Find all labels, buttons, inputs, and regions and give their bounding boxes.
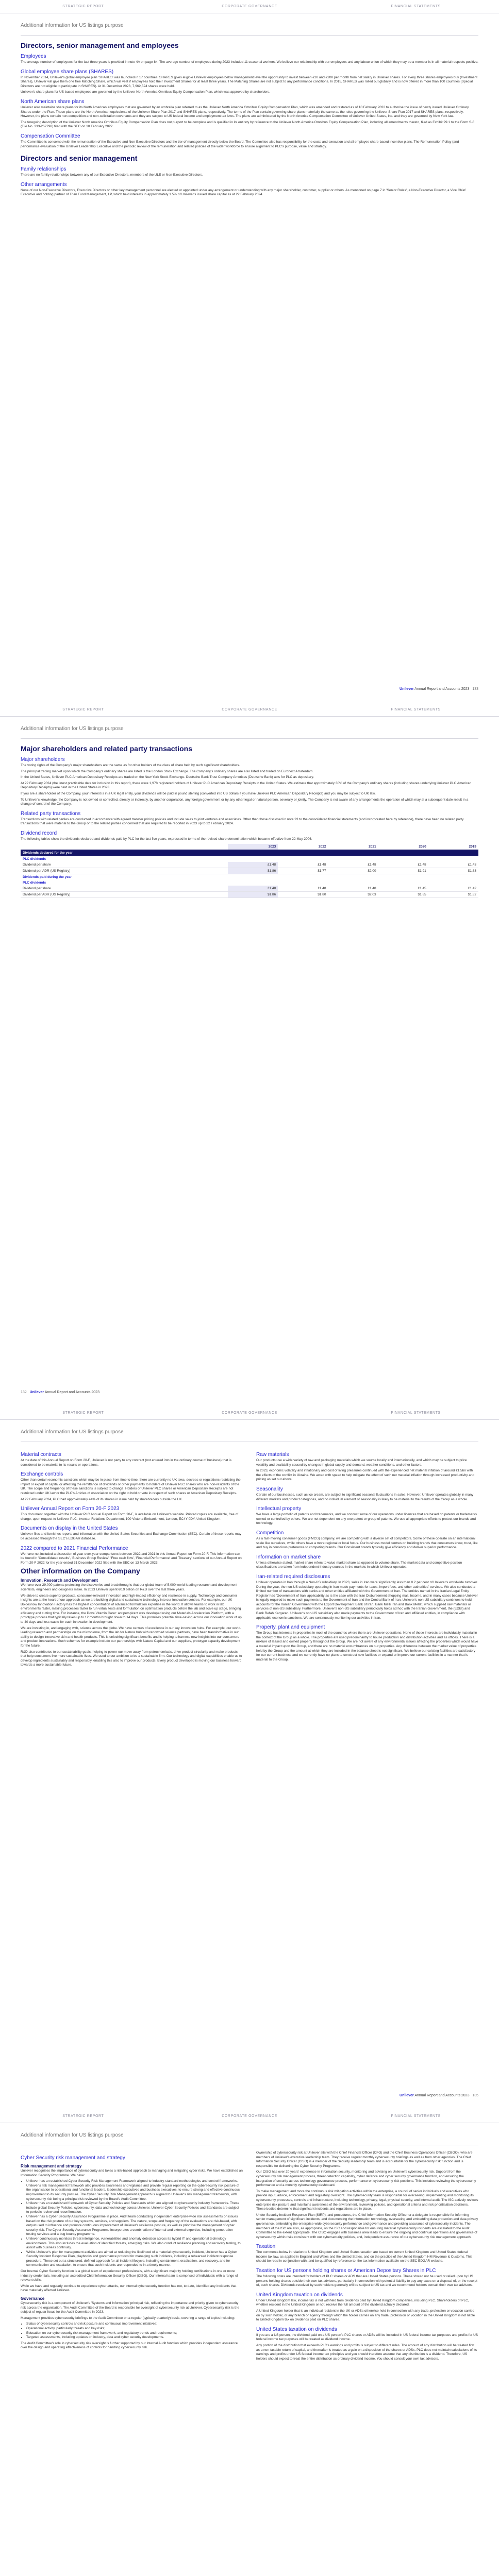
- subheading: Documents on display in the United States: [21, 1526, 118, 1532]
- subheading: Compensation Committee: [21, 133, 80, 139]
- subheading: Property, plant and equipment: [256, 1624, 325, 1631]
- page-heading: Directors and senior management: [21, 154, 138, 163]
- paragraph: The comments below in relation to United Kingdom and United States taxation are based on current United Kingdom and United States federal income tax law, as applied in England and Wales and the United States, and on the practice of the United Kingdom HM Revenue & Customs. This should be read in conjunction with, and be qualified by reference to, the tax information available on the SEC EDGAR website.: [256, 2250, 473, 2263]
- paragraph: At 22 February 2024, PLC had approximately 44% of its shares in issue held by shareholders outside the UK.: [21, 1497, 183, 1501]
- table-cell: £1.43: [428, 862, 478, 868]
- page-heading: Major shareholders and related party transactions: [21, 744, 192, 753]
- table-header: 2021: [328, 844, 378, 850]
- page-heading: Directors, senior management and employees: [21, 41, 179, 49]
- table-cell: £1.48: [278, 862, 328, 868]
- table-group-row: [21, 874, 478, 880]
- table-cell: $1.86: [228, 891, 278, 897]
- table-cell: $1.77: [278, 868, 328, 874]
- page-footer: [21, 1391, 478, 1394]
- group-label: PLC dividends: [23, 880, 46, 885]
- section-title: Additional information for US listings purpose: [21, 23, 124, 28]
- subheading: Exchange controls: [21, 1471, 63, 1478]
- tab-financial-statements[interactable]: FINANCIAL STATEMENTS: [332, 1406, 499, 1420]
- group-label: PLC dividends: [23, 857, 46, 861]
- table-cell: £1.48: [278, 886, 328, 892]
- subheading: Related party transactions: [21, 810, 81, 817]
- table-cell: £1.48: [228, 886, 278, 892]
- paragraph: At the date of this Annual Report on Form 20-F, Unilever is not party to any contract (not entered into in the ordinary course of business) that is considered to be material to its results or operations.: [21, 1459, 231, 1467]
- subheading: Other arrangements: [21, 181, 67, 188]
- table-cell: £1.48: [328, 886, 378, 892]
- paragraph: Unilever files and furnishes reports and information with the United States Securities and Exchange Commission (SEC). Certain of these reports may be accessed through the SEC's EDGAR database.: [21, 1532, 242, 1540]
- paragraph: We have over 29,000 patents protecting the discoveries and breakthroughs that our global team of 5,000 world-leading research and development scientists, engineers and designers make. In 2023 Unilever spent €0.9 billion on R&D over the last three years.: [21, 1583, 238, 1591]
- subheading: Governance: [21, 2296, 45, 2301]
- subheading: United States taxation on dividends: [256, 2326, 337, 2332]
- divider: [21, 738, 478, 739]
- list-item: • Education on our cybersecurity risk management framework, and regulatory trends and requirements;: [26, 2331, 243, 2336]
- paragraph: We have not included a discussion of year-over-year comparisons between 2022 and 2021 in this Annual Report on Form 20-F. This information can be found in 'Consolidated results', 'Business Group Review', 'Free cash flow', 'Financial Performance' and 'Treasury' sections of our Annual Report on Form 20-F 2022 for the year ended 31 December 2022 filed with the SEC on 13 March 2023.: [21, 1552, 242, 1565]
- table-cell: $1.85: [378, 891, 428, 897]
- paragraph: Any portion of the distribution that exceeds PLC's earnings and profits is subject to different rules. The amount of any distribution will be treated first as a non-taxable return of capital, and thereafter is treated as a gain on a disposition of the shares or ADSs. PLC does not maintain calculations of its earnings and profits under US federal income tax principles and you should therefore assume that any distribution is a dividend. Therefore, US holders should expect to treat the entire distribution as ordinary dividend income. You should consult your own tax advisors.: [256, 2344, 477, 2361]
- list-item: • Unilever has an established Cyber Security Risk Management Framework aligned to industry-standard methodologies and control frameworks. Unilever's risk management framework also provides awareness and vigilance and provide regular reporting on the cybersecurity risk posture of the organisation to operational and functional leaders, leadership executives and business executives, to ensure strong and effective continuous improvement to its security posture. The Cyber Security Risk Management approach is aligned to Unilever's risk management framework, with cybersecurity risk being a principal risk reviewed by the Board's Audit Committee.: [26, 2179, 243, 2201]
- subheading: Employees: [21, 54, 46, 59]
- table-cell: $1.91: [378, 868, 428, 874]
- paragraph: There are no family relationships between any of our Executive Directors, members of the ULE or Non-Executive Directors.: [21, 173, 203, 177]
- footer-brand: Unilever: [400, 687, 414, 691]
- tab-corporate-governance[interactable]: CORPORATE GOVERNANCE: [167, 0, 333, 13]
- subheading: North American share plans: [21, 98, 85, 105]
- table-row: [21, 862, 478, 868]
- table-cell: £1.48: [328, 862, 378, 868]
- tab-strategic-report[interactable]: STRATEGIC REPORT: [0, 1406, 167, 1420]
- paragraph: Transactions with related parties are conducted in accordance with agreed transfer pricing policies and include sales to joint ventures and associates. Other than those disclosed in note 23 to the consolidated financial statements (and incorporated here by reference), there have been no related party transactions that were material to the Group or to the related parties concerned that are required to be reported in 2023 up to 22 February 2024.: [21, 817, 464, 826]
- section-title: Additional information for US listings purpose: [21, 2132, 124, 2138]
- report-page-132: [0, 703, 499, 1406]
- subheading: Cyber Security risk management and strategy: [21, 2155, 125, 2161]
- paragraph: Our CISO has over 20 years' experience in information security, monitoring and advising on Unilever's cybersecurity risk. Support from the cybersecurity risk management process, threat detection capability, cyber defence and cyber security governance function, and ensuring the integration of security across technology governance process, performance on cybersecurity risk positions. This includes reviewing the cybersecurity performance and a monthly cybersecurity dashboard.: [256, 2170, 476, 2188]
- page-number: 135: [472, 2094, 478, 2097]
- footer-doc-title: Annual Report and Accounts 2023: [414, 687, 470, 691]
- paragraph: To Unilever's knowledge, the Company is not owned or controlled, directly or indirectly, by another corporation, any foreign government or by any other legal or natural person, severally or jointly. The Company is not aware of any arrangements the operation of which may at a subsequent date result in a change of control of the Company.: [21, 798, 469, 806]
- subheading: Raw materials: [256, 1452, 289, 1458]
- two-column-content: [21, 2151, 478, 2363]
- paragraph: None of our Non-Executive Directors, Executive Directors or other key management personnel are elected or appointed under any arrangement or understanding with any major shareholder, customer, supplier or others. As mentioned on page 7 in 'Senior Roles', a Non-Executive Director, a Vice Chief Executive and holding partner of Trian Fund Management, LP, which held interests in approximately 1.5% of Unilever's issued share capital as at 22 February 2024.: [21, 188, 465, 197]
- page-content: [21, 744, 478, 898]
- list-item: • Targeted assessments, including updates on industry, data and cyber security developments.: [26, 2335, 243, 2340]
- tab-strategic-report[interactable]: STRATEGIC REPORT: [0, 0, 167, 13]
- paragraph: Management provides cybersecurity briefings to the Audit Committee on a regular (typically quarterly) basis, covering a range of topics including:: [21, 2316, 235, 2320]
- subheading: Information on market share: [256, 1554, 321, 1560]
- subheading: Dividend record: [21, 830, 57, 836]
- tab-financial-statements[interactable]: FINANCIAL STATEMENTS: [332, 0, 499, 13]
- left-column: [21, 1448, 243, 1669]
- table-banner-row: [21, 850, 478, 856]
- table-cell: $1.82: [428, 891, 478, 897]
- footer-doc-title: Annual Report and Accounts 2023: [44, 1391, 99, 1394]
- list-item: • Whilst Unilever's plan for management activities are aimed at reducing the likelihood of a material cybersecurity incident, Unilever has a Cyber Security Incident Response Plan, playbooks and governance protocol for managing such incidents, including a rehearsed incident response procedure. These set out a structured, defined approach for all incident lifecycle, including containment, eradication, and recovery, and for communication and escalation, to ensure that such incidents are responded to in a timely manner.: [26, 2250, 243, 2268]
- subheading: Taxation: [256, 2244, 276, 2250]
- right-column: [256, 1448, 478, 1669]
- paragraph: We strive to create superior products, consumer-relevant innovation and high-impact efficiency and resilience in supply. Technology and consumer insights are at the heart of our approach as we are building digital and sustainable technology into our innovation centres. For example, our UK Boldesnow Innovation Factory has the highest concentration of advanced formulation expertise in the world. It allows teams to work in lab environments faster, making processes faster to run virtual tests and formulation on optimisation products before the lab and scale up stage, bringing efficiency and cutting time. For instance, the Dove Vitamin Care+ antiperspirant was developed using our Materials Acceleration Platform, with a prototype process that typically takes up to 12 months brought down to 14 days. This promises potential time-saving across our innovation work of up to 40 days and less waste for each innovation in development.: [21, 1594, 242, 1624]
- tab-financial-statements[interactable]: FINANCIAL STATEMENTS: [332, 703, 499, 717]
- page-number: 133: [472, 687, 478, 691]
- top-nav-tabs: [0, 2110, 499, 2123]
- paragraph: In November 2014, Unilever's global employee plan 'SHARES' was launched in 17 countries. SHARES gives eligible Unilever employees below management level the opportunity to invest between €10 and €200 per month from net salary in Unilever shares. For every three shares employees buy (Investment Shares), Unilever will give them one free Matching Share, which will vest if employees hold their Investment Shares for at least three years. The Matching Shares are not subject to any performance conditions. In 2015, SHARES was rolled out globally and is now offered in more than 100 countries (Special Directors are not eligible to participate in SHARES). At 31 December 2023, 7,962,524 shares were held.: [21, 75, 478, 88]
- paragraph: Under Security Incident Response Plan (SIRP), and procedures, the Chief Information Security Officer or a delegate is responsible for informing senior management of significant incidents, and documenting the information technology, overseeing and embedding data protection and data privacy governance, embedding the enterprise-wide cybersecurity performance and governance and providing assurance of cybersecurity incidents. The members of the ISC are also, as appropriate, on the ISC and responsible for ensuring material cybersecurity incidents are escalated to the Audit Committee to the extent appropriate. The CISO engages with business area leads to ensure the ongoing and continual operations and governance of cybersecurity within risks consistent with our cybersecurity policies, and, independent assurance of our cybersecurity risk management approach.: [256, 2213, 478, 2239]
- list-item: • Unilever has an established framework of Cyber Security Policies and Standards which are aligned to cybersecurity industry frameworks. These include global Security Policies, cybersecurity, data and technology across Unilever. Unilever Cyber Security Policies and Standards are subject to periodic review and reconfirmation.: [26, 2201, 243, 2215]
- group-label: Dividends paid during the year: [23, 875, 72, 879]
- top-nav-tabs: [0, 0, 499, 13]
- paragraph: Unilever also maintains share plans for its North American employees that are governed by an umbrella plan referred to as the Unilever North America Omnibus Equity Compensation Plan, which was amended and restated as of 10 February 2022 to authorise the issue of newly issued Unilever Ordinary Shares under the Plan. These plans are the North American equivalents of the Unilever Share Plan 2017 and SHARES plans, respectively. The terms of the Plan contain governing share plans materially the same as the rules governing the Unilever Share Plan 2017 and SHARES plans, respectively. However, the plans contain non-competition and non-solicitation covenants and they are subject to US federal income and employment tax laws. The plans are administered by the North America Compensation Committee of Unilever United States, Inc. and they are governed by New York law.: [21, 105, 469, 118]
- table-banner: Dividends declared for the year: [21, 850, 478, 856]
- paragraph: This document, together with the Unilever PLC Annual Report on Form 20-F, is available on Unilever's website. Printed copies are available, free of charge, upon request to Unilever PLC, Investor Relations Department, 100 Victoria Embankment, London, EC4Y 0DY, United Kingdom.: [21, 1513, 239, 1521]
- table-row: [21, 868, 478, 874]
- paragraph: We are investing in, and engaging with, science across the globe. We have centres of excellence in our key innovation hubs. For example, our world-leading research and partnerships on the microbiome, from the lab for Nature hub with renowned science partners, have been transformative in our ability to design innovative skin and health products. This is unlocking significant benefits and is helping to harness new insights into our consumers and product innovations. Such schemes for example include our partnerships with Nature Capital and our suppliers, prototype capacity development for the future.: [21, 1626, 242, 1648]
- section-title: Additional information for US listings purpose: [21, 1429, 124, 1435]
- table-header: 2022: [278, 844, 328, 850]
- table-row: [21, 891, 478, 897]
- paragraph: The following notes are intended for holders of PLC shares or ADS that are United States persons. These should not be used or relied upon by US persons holding shares outside their own tax advisors, particularly in connection with potential liability to pay any taxes on a disposal of, or the receipt of, such shares. Dividends received by such holders generally will be subject to US tax and we recommend holders consult their own tax advisors.: [256, 2275, 477, 2287]
- page-number: 132: [21, 1391, 27, 1394]
- tab-strategic-report[interactable]: STRATEGIC REPORT: [0, 2110, 167, 2123]
- top-nav-tabs: [0, 1406, 499, 1420]
- paragraph: Unilever's share plans for US-based employees are governed by the Unilever North America Omnibus Equity Compensation Plan, which was approved by shareholders.: [21, 90, 270, 94]
- table-cell: £1.42: [428, 886, 478, 892]
- page-footer: [21, 2094, 478, 2097]
- paragraph: Our Internal Cyber Security function is a global team of experienced professionals, with a significant majority holding certifications in one or more industry credentials, including an accredited Chief Information Security Officer (CISO). Our internal team is comprised of individuals with a range of relevant skills.: [21, 2269, 238, 2282]
- paragraph: The Audit Committee's role in cybersecurity risk oversight is further supported by our Internal Audit function which provides independent assurance over the design and operating effectiveness of controls for handling cybersecurity risk.: [21, 2341, 238, 2350]
- paragraph: A United Kingdom holder that is an individual resident in the UK or ADSs otherwise held in connection with any trade, profession or vocation carried on by such holder, or any branch or agency through which the holder carries on any trade, profession or vocation in the United Kingdom is not liable to United Kingdom tax on dividends paid on PLC shares.: [256, 2309, 475, 2322]
- page-footer: [21, 687, 478, 691]
- paragraph: Unless otherwise stated, market share refers to value market share as opposed to volume share. The market data and competitive position classifications are taken from independent industry sources in the markets in which Unilever operates.: [256, 1561, 462, 1569]
- subheading: 2022 compared to 2021 Financial Performance: [21, 1545, 128, 1551]
- right-column: [256, 2151, 478, 2363]
- tab-financial-statements[interactable]: FINANCIAL STATEMENTS: [332, 2110, 499, 2123]
- list-item: • Operational activity, particularly threats and key risks;: [26, 2327, 243, 2331]
- paragraph: Unilever operates in Iran through a Non-US subsidiary. In 2023, sales in Iran were significantly less than 0.2 per cent of Unilever's worldwide turnover. During the year, the non-US subsidiary operating in Iran made payments for taxes, import fees, and other authorities' services. We also conducted a limited number of transactions with banks and other entities affiliated with the Government of Iran. The entities named in the Iranian Legal Entity Register had 'Government of Iran' applicability as is the case with the Iran Disbursement shopping mall, Income, and in many cases because Unilever is legally required to make such payments to the Government of Iran and the Central Bank of Iran. Unilever's non-US subsidiary continues to hold accounts for the Iranian Government with the Export Development Bank of Iran, Bank Melli Iran and Bank Mellat, which supplied raw materials or services of non-US subsidiary. Furthermore, Unilever's non-US subsidiary periodically holds ad hoc with the Iranian Government, the (EDBI) and Bank Refah Kargaran. Unilever's non-US subsidiary also made payments to the Government of Iran and affiliated entities, in compliance with applicable economic sanctions. We are continuously monitoring our activities in Iran.: [256, 1580, 478, 1620]
- tab-corporate-governance[interactable]: CORPORATE GOVERNANCE: [167, 2110, 333, 2123]
- page-heading: Other information on the Company: [21, 1567, 140, 1575]
- table-cell: $1.83: [428, 868, 478, 874]
- table-header-row: [21, 844, 478, 850]
- divider: [21, 35, 478, 36]
- bullet-list: [21, 2179, 243, 2268]
- paragraph: If you are a shareholder of the Company, your interest is in a UK legal entity, your dividends will be paid in pound sterling (converted into US dollars if you have Unilever PLC American Depositary Receipts) and you may be subject to UK law.: [21, 791, 376, 795]
- table-cell: £1.48: [378, 862, 428, 868]
- row-label: Dividend per share: [21, 862, 228, 868]
- subheading: United Kingdom taxation on dividends: [256, 2292, 343, 2298]
- subheading: Seasonality: [256, 1486, 283, 1492]
- row-label: Dividend per share: [21, 886, 228, 892]
- page-content: [21, 41, 478, 199]
- table-cell: $1.86: [228, 868, 278, 874]
- table-cell: $1.80: [278, 891, 328, 897]
- paragraph: If you are a US person, the dividend paid on a US person's PLC shares or ADSs will be included in US federal income tax purposes and profits for US federal income tax purposes will be treated as dividend income.: [256, 2333, 478, 2342]
- subheading: Innovation, Research and Development: [21, 1578, 98, 1583]
- paragraph: To make management and more the continuous risk mitigation activities within the enterprise, a council of senior individuals and executives who provide input, advice, enforcement and regulatory oversight. The cybersecurity team is responsible for overseeing, implementing and monitoring its cybersecurity processes, controls and infrastructure, including technology, privacy, legal, physical security, and internal audit. The ISC actively reviews enterprise risk posture and maintains awareness of the environment, reviewing policies, and operational criteria and risk prioritisation decisions. These bodies determine that significant incidents and regulations are in place.: [256, 2189, 478, 2211]
- paragraph: The Group has interests in properties in most of the countries where there are Unilever operations. None of these interests are individually material in the context of the Group as a whole. The properties are used predominantly to house production and distribution activities and as offices. There is a mixture of leased and owned property throughout the Group. We are not aware of any environmental issues affecting the properties which would have a material impact upon the Group, and there are no material encumbrances on our properties. Any difference between the market value of properties held by the Group and the amount at which they are included in the balance sheet is not significant. We believe our existing facilities are satisfactory for our current business and we currently have no plans to construct new facilities or expand or improve our current facilities in a manner that is material to the Group.: [256, 1631, 478, 1662]
- list-item: • Status of cybersecurity controls and risk posture and continuous improvement initiatives;: [26, 2322, 243, 2327]
- table-header: [21, 844, 228, 850]
- footer-doc-title: Annual Report and Accounts 2023: [414, 2094, 470, 2097]
- table-row: [21, 886, 478, 892]
- list-item: • Unilever continuously monitors threat intelligence, vulnerabilities and anomaly detection across its hybrid IT and operational technology environments. This also includes the evaluation of identified threats, emerging risks. We also conduct resilience planning and recovery testing, to assist with business continuity.: [26, 2237, 243, 2250]
- tab-corporate-governance[interactable]: CORPORATE GOVERNANCE: [167, 1406, 333, 1420]
- subheading: Major shareholders: [21, 757, 65, 762]
- paragraph: While we have and regularly continue to experience cyber attacks, our internal cybersecurity function has not, to date, identified any incidents that have materially affected Unilever.: [21, 2284, 237, 2293]
- paragraph: The Committee is concerned with the remuneration of the Executive and Non-Executive Directors and the tier of management directly below the Board. The Committee also has responsibility for the costs and execution and all employee share-based incentive plans. The Remuneration Policy (and performance evaluation of the Unilever Leadership Executive and the periodic review of the remuneration and related policies of the wider workforce to ensure alignment to PLC's purpose, value and strategy.: [21, 140, 459, 148]
- paragraph: Other than certain economic sanctions which may be in place from time to time, there are currently no UK laws, decrees or regulations restricting the import or export of capital or affecting the remittance of dividends or other payments to holders of Unilever PLC shares who are non-residents of the UK. The scope and frequency of these sanctions is subject to change. Holders of Unilever PLC shares or American Depositary Receipts are not restricted under UK law or the PLC's Articles of Association on the right to hold or vote in respect of such shares or American Depositary Receipts.: [21, 1478, 241, 1495]
- tab-corporate-governance[interactable]: CORPORATE GOVERNANCE: [167, 703, 333, 717]
- dividend-table: [21, 844, 478, 898]
- top-nav-tabs: [0, 703, 499, 717]
- paragraph: We have a large portfolio of patents and trademarks, and we conduct some of our operations under licences that are based on patents or trademarks owned or controlled by others. We are not dependent on any one patent or group of patents. We use all appropriate efforts to protect our brands and technology.: [256, 1513, 477, 1526]
- row-label: Dividend per ADR (US Registry): [21, 891, 228, 897]
- subheading: Risk management and strategy: [21, 2164, 82, 2168]
- paragraph: Under United Kingdom law, income tax is not withheld from dividends paid by United Kingdom companies, including PLC. Shareholders of PLC, whether resident in the United Kingdom or not, receive the full amount of the dividend actually declared.: [256, 2298, 469, 2307]
- paragraph: Our products use a wide variety of raw and packaging materials which we source locally and internationally, and which may be subject to price volatility and availability caused by changes in global supply and demand, weather conditions, and other factors.: [256, 1459, 467, 1467]
- paragraph: The following tables show the dividends declared and dividends paid by PLC for the last five years, expressed in terms of the revised share denomination which became effective from 22 May 2006.: [21, 837, 312, 841]
- footer-brand: Unilever: [400, 2094, 414, 2097]
- paragraph: R&D also contributes to our sustainability goals, helping to power our move away from petrochemicals, drive product circularity and make products that help consumers live more sustainable lives. We used to our ambition to be a sustainable firm. Our technology and digital capabilities enable us to develop ingredients sustainably and responsibly, enabling this also to improve our products. Every product developed is moving our business forward towards a more sustainable future.: [21, 1650, 242, 1667]
- paragraph: The principal trading market upon which the Company's ordinary shares are listed is the London Stock Exchange. The Company's ordinary shares are also listed and traded on Euronext Amsterdam.: [21, 769, 314, 773]
- paragraph: In the United States, Unilever PLC American Depositary Receipts are traded on the New York Stock Exchange. Deutsche Bank Trust Company Americas (Deutsche Bank) acts for PLC as depositary.: [21, 775, 314, 779]
- subheading: Unilever Annual Report on Form 20-F 2023: [21, 1506, 120, 1512]
- subheading: Competition: [256, 1530, 284, 1536]
- footer-brand: Unilever: [29, 1391, 44, 1394]
- table-header: 2020: [378, 844, 428, 850]
- list-item: • Unilever has a Cyber Security Assurance Programme in place. Audit team conducting independent enterprise-wide risk assessments on issues based on the risk posture of our key systems, services, and suppliers. The nature, scope and frequency of the evaluations are risk-based, with output used to influence and promote continuous improvement of Unilever's resilience posture, as well as prioritise the management of cyber security risk. The Cyber Security Assurance Programme incorporates a combination of internal and external expertise, including penetration testing services and a bug bounty programme.: [26, 2215, 243, 2237]
- table-header: 2019: [428, 844, 478, 850]
- paragraph: The voting rights of the Company's major shareholders are the same as for other holders of the class of share held by such significant shareholders.: [21, 764, 240, 767]
- left-column: [21, 2151, 243, 2363]
- table-cell: £1.45: [378, 886, 428, 892]
- report-page-134: [0, 2110, 499, 2576]
- subheading: Iran-related required disclosures: [256, 1573, 330, 1580]
- table-cell: £1.48: [228, 862, 278, 868]
- subheading: Material contracts: [21, 1452, 61, 1458]
- paragraph: Unilever recognises the importance of cybersecurity and takes a risk-based approach to managing and mitigating cyber risks. We have established an Information Security Programme. We have:: [21, 2169, 243, 2177]
- table-header: 2023: [228, 844, 278, 850]
- paragraph: The foregoing description of the Unilever North America Omnibus Equity Compensation Plan does not purport to be complete and is qualified in its entirety by reference to the Unilever North America Omnibus Equity Compensation Plan, including all amendments thereto, filed as Exhibit 99.1 to the Form S-8 (File No. 333-262798) filed with the SEC on 10 February 2022.: [21, 120, 475, 129]
- row-label: Dividend per ADR (US Registry): [21, 868, 228, 874]
- two-column-content: [21, 1448, 478, 1669]
- paragraph: Cybersecurity risk is a component of Unilever's 'Systems and Information' principal risk, reflecting the importance and priority given to cybersecurity risk across the organisation. The Audit Committee of the Board is responsible for oversight of cybersecurity risk at Unilever. Cybersecurity risk is the subject of regular focus for the Audit Committee in 2023.: [21, 2301, 240, 2314]
- subheading: Taxation for US persons holding shares or American Depositary Shares in PLC: [256, 2268, 436, 2274]
- table-cell: $2.00: [328, 868, 378, 874]
- table-group-row: [21, 880, 478, 886]
- paragraph: In 2023, economic volatility and inflationary and cost of living pressures continued with the experienced net material inflation of around €1.5bn with the effects of the conflict in Ukraine. We acted with speed to help mitigate the effect of such net material inflation through increased productivity and pricing as set out above.: [256, 1469, 475, 1482]
- table-group-row: [21, 856, 478, 862]
- table-cell: $2.03: [328, 891, 378, 897]
- paragraph: Certain of our businesses, such as ice cream, are subject to significant seasonal fluctuations in sales. However, Unilever operates globally in many different markets and product categories, and no individual element of seasonality is likely to be material to the results of the Group as a whole.: [256, 1493, 474, 1501]
- paragraph: At 22 February 2024 (the latest practicable date for inclusion in this report), there were 1,978 registered holders of Unilever PLC American Depositary Receipts in the United States. We estimate that approximately 30% of the Company's ordinary shares (including shares underlying Unilever PLC American Depositary Receipts) were held in the United States in 2023.: [21, 781, 472, 790]
- subheading: Intellectual property: [256, 1506, 302, 1512]
- section-title: Additional information for US listings purpose: [21, 726, 124, 732]
- bullet-list: [21, 2322, 243, 2340]
- report-page-135: [0, 1406, 499, 2110]
- subheading: Global employee share plans (SHARES): [21, 69, 114, 75]
- paragraph: As a fast-moving consumer goods (FMCG) company, we are competing with a diverse set of competitors. Some of these operate on an international scale like ourselves, while others have a more regional or local focus. Our business model centres on building brands that consumers know, trust, like and buy in conscious preference to competing brands. Our Consistent brands typically give efficiency and deliver superior performance.: [256, 1536, 478, 1550]
- paragraph: The average number of employees for the last three years is provided in note 4A on page 84. The average number of employees during 2023 included 11 seasonal workers. We believe our relationship with our employees and any labour union of which they may be a member is in all material respects positive.: [21, 60, 478, 64]
- report-page-133: [0, 0, 499, 703]
- tab-strategic-report[interactable]: STRATEGIC REPORT: [0, 703, 167, 717]
- subheading: Family relationships: [21, 166, 66, 173]
- paragraph: Ownership of cybersecurity risk at Unilever sits with the Chief Financial Officer (CFO) and the Chief Business Operations Officer (CBOO), who are members of Unilever's executive leadership team. They receive regular monthly cybersecurity briefings as well as from other agencies. The Chief Information Security Officer (CISO) is a member of the Security leadership team and is accountable for the cybersecurity risk function and is responsible for delivering the Cyber Security Programme.: [256, 2151, 473, 2168]
